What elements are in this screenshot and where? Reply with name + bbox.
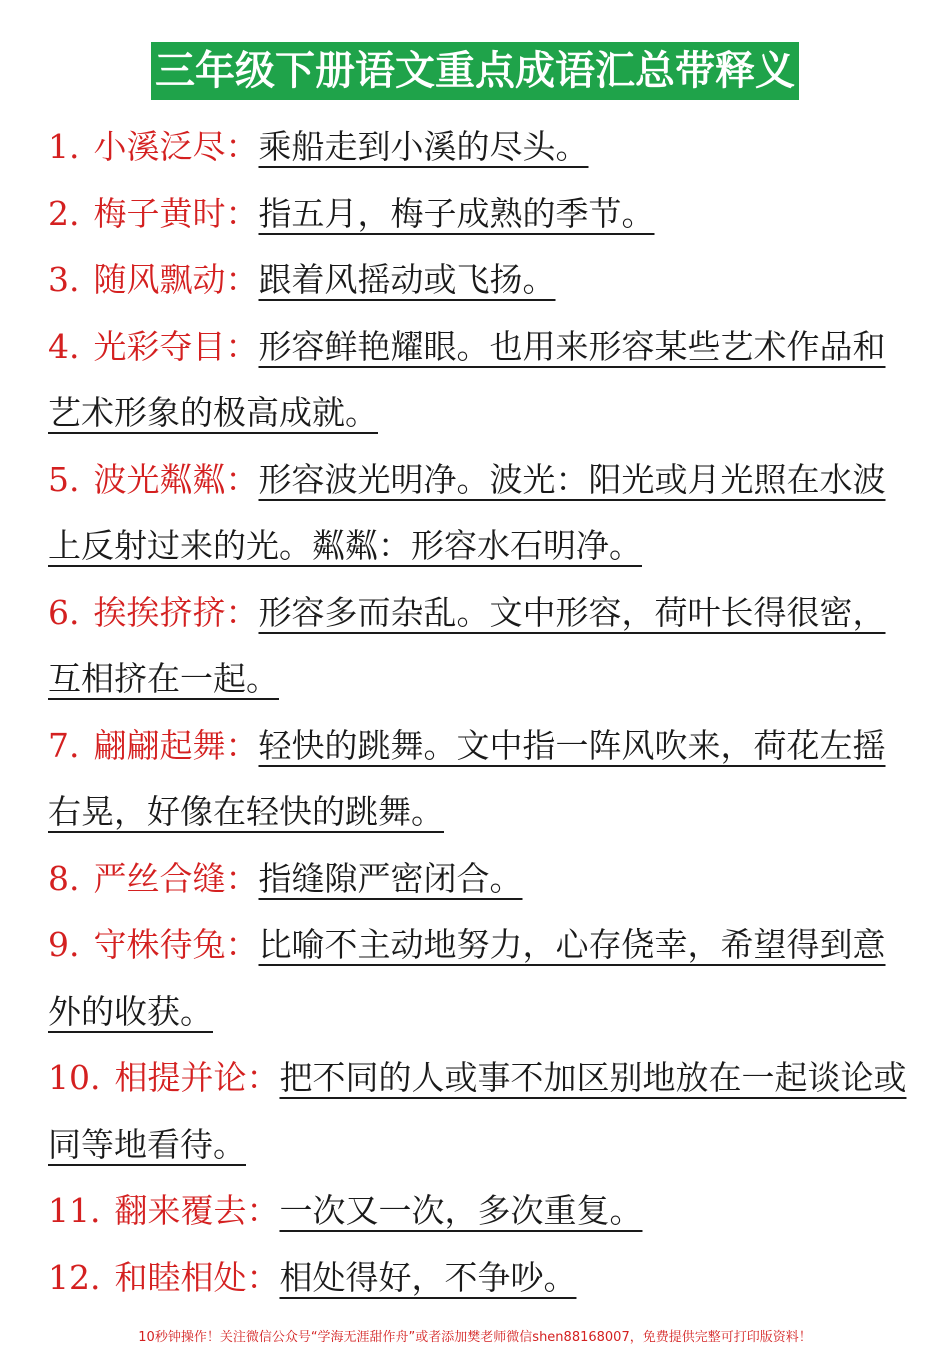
idiom-definition: 乘船走到小溪的尽头。: [258, 127, 589, 166]
entry-number: 2.: [48, 193, 80, 233]
title-wrap: [0, 42, 950, 100]
entry-number: 8.: [48, 858, 80, 898]
entry-number: 12.: [48, 1257, 101, 1297]
idiom-definition: 形容多而杂乱。文中形容，荷叶长得很密，互相挤在一起。: [48, 592, 886, 698]
idiom-entry: [48, 114, 914, 181]
idiom-list: [48, 114, 914, 1311]
idiom-entry: [48, 1045, 914, 1178]
idiom-entry: [48, 713, 914, 846]
entry-number: 11.: [48, 1191, 101, 1230]
idiom-term: 光彩夺目：: [93, 326, 259, 366]
idiom-term: 随风飘动：: [93, 260, 259, 299]
entry-number: 7.: [48, 725, 80, 765]
idiom-definition: 形容鲜艳耀眼。也用来形容某些艺术作品和艺术形象的极高成就。: [48, 326, 886, 432]
idiom-term: 翻来覆去：: [114, 1191, 280, 1230]
idiom-definition: 形容波光明净。波光：阳光或月光照在水波上反射过来的光。粼粼：形容水石明净。: [48, 459, 886, 565]
idiom-term: 和睦相处：: [114, 1257, 280, 1297]
idiom-term: 挨挨挤挤：: [93, 592, 259, 632]
entry-number: 6.: [48, 592, 80, 632]
entry-number: 5.: [48, 459, 80, 499]
entry-number: 1.: [48, 127, 80, 166]
idiom-entry: [48, 247, 914, 314]
idiom-entry: [48, 1178, 914, 1245]
idiom-term: 翩翩起舞：: [93, 725, 259, 765]
idiom-term: 波光粼粼：: [93, 459, 259, 499]
footer-note: 10秒钟操作！关注微信公众号“学海无涯甜作舟”或者添加樊老师微信shen88168007，免费提供完整可打印版资料！: [138, 1330, 812, 1345]
idiom-definition: 轻快的跳舞。文中指一阵风吹来，荷花左摇右晃，好像在轻快的跳舞。: [48, 725, 886, 831]
idiom-term: 守株待兔：: [93, 925, 259, 964]
idiom-definition: 一次又一次，多次重复。: [279, 1191, 643, 1230]
entry-number: 3.: [48, 260, 80, 299]
idiom-definition: 相处得好，不争吵。: [279, 1257, 577, 1297]
idiom-term: 相提并论：: [114, 1058, 280, 1097]
idiom-entry: [48, 580, 914, 713]
idiom-definition: 跟着风摇动或飞扬。: [258, 260, 556, 299]
idiom-term: 小溪泛尽：: [93, 127, 259, 166]
idiom-term: 梅子黄时：: [93, 193, 259, 233]
idiom-term: 严丝合缝：: [93, 858, 259, 898]
entry-number: 9.: [48, 925, 80, 964]
idiom-entry: [48, 1245, 914, 1312]
entry-number: 4.: [48, 326, 80, 366]
idiom-definition: 比喻不主动地努力，心存侥幸，希望得到意外的收获。: [48, 925, 886, 1031]
idiom-definition: 指五月，梅子成熟的季节。: [258, 193, 655, 233]
idiom-entry: [48, 314, 914, 447]
page-title: 三年级下册语文重点成语汇总带释义: [151, 42, 799, 100]
idiom-entry: [48, 846, 914, 913]
idiom-definition: 指缝隙严密闭合。: [258, 858, 523, 898]
entry-number: 10.: [48, 1058, 101, 1097]
idiom-entry: [48, 181, 914, 248]
idiom-definition: 把不同的人或事不加区别地放在一起谈论或同等地看待。: [48, 1058, 907, 1164]
idiom-entry: [48, 447, 914, 580]
idiom-entry: [48, 912, 914, 1045]
